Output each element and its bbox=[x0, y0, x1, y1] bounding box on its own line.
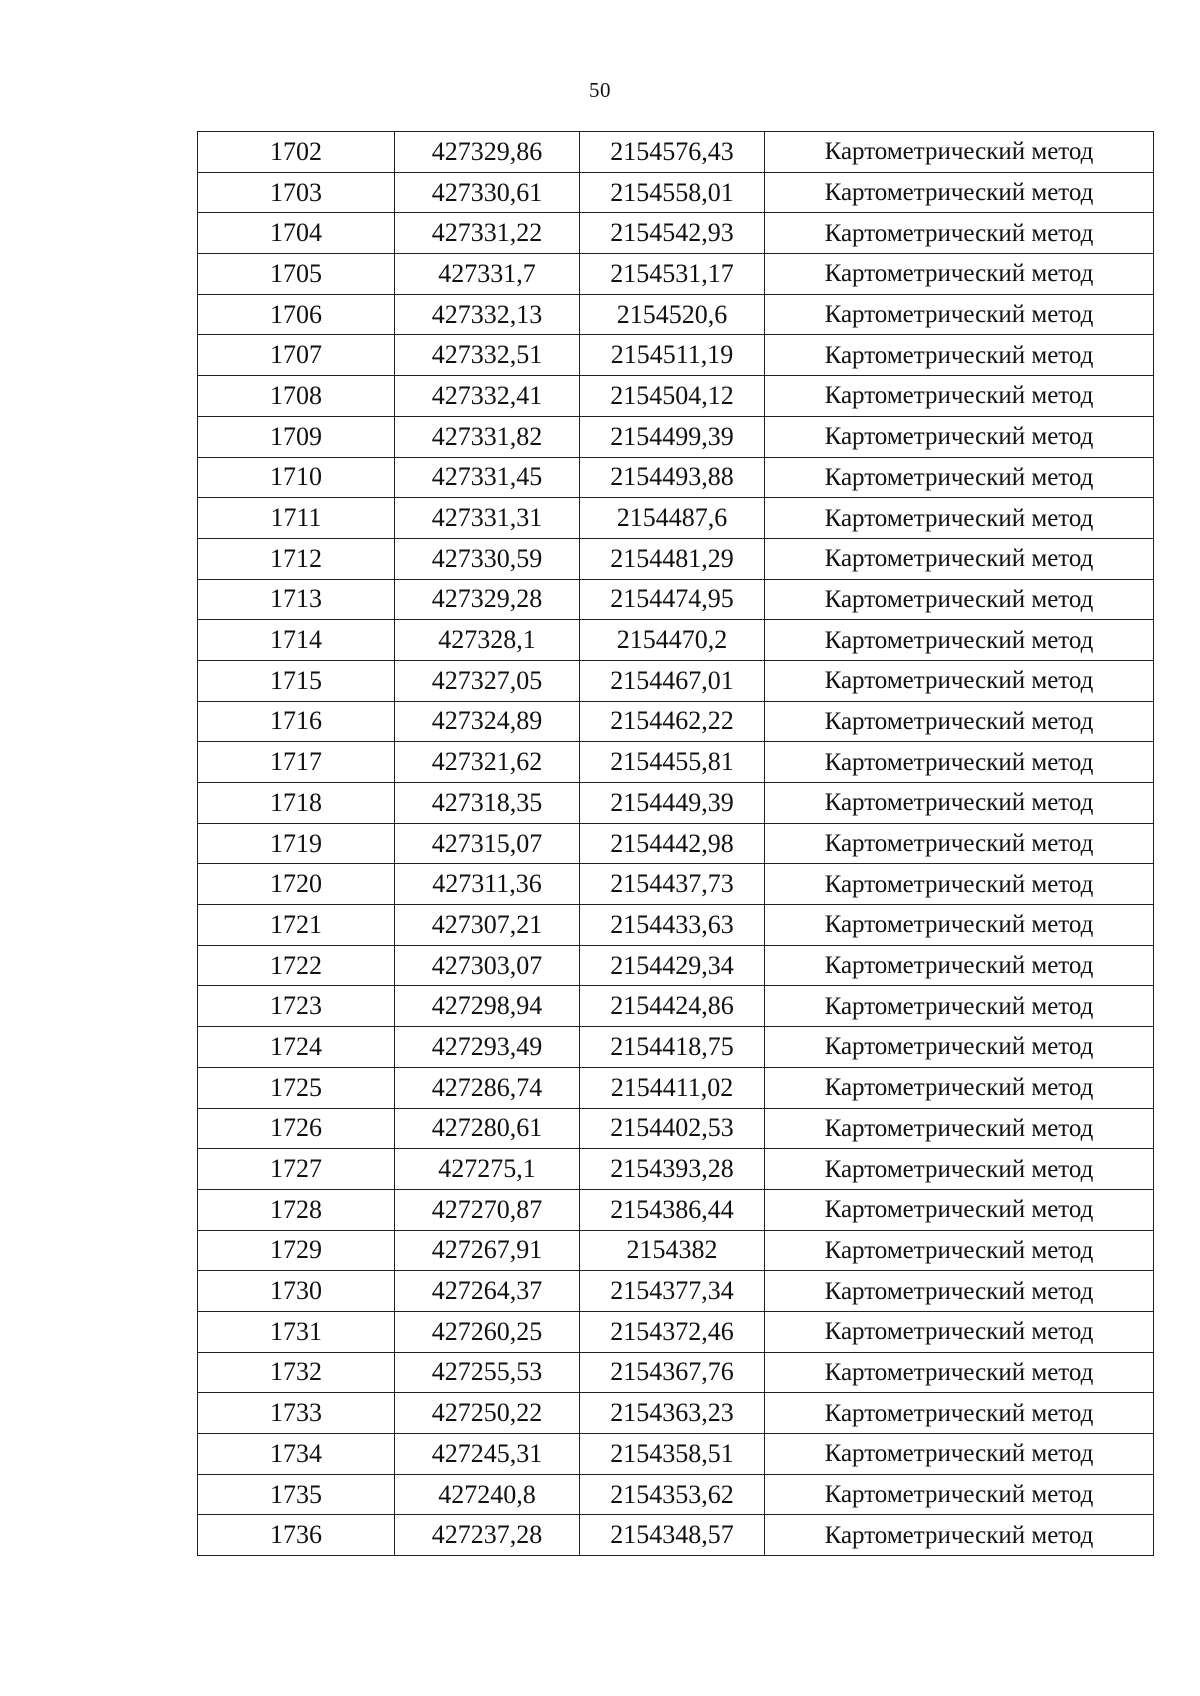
point-number-cell: 1728 bbox=[198, 1189, 395, 1230]
table-row bbox=[198, 1189, 1154, 1230]
y-coordinate-cell: 2154467,01 bbox=[580, 660, 765, 701]
method-cell: Картометрический метод bbox=[765, 945, 1154, 986]
x-coordinate-cell: 427331,82 bbox=[395, 416, 580, 457]
method-cell: Картометрический метод bbox=[765, 905, 1154, 946]
y-coordinate-cell: 2154386,44 bbox=[580, 1189, 765, 1230]
table-row bbox=[198, 783, 1154, 824]
y-coordinate-cell: 2154576,43 bbox=[580, 132, 765, 173]
point-number-cell: 1704 bbox=[198, 213, 395, 254]
method-cell: Картометрический метод bbox=[765, 783, 1154, 824]
point-number-cell: 1731 bbox=[198, 1311, 395, 1352]
table-row bbox=[198, 1230, 1154, 1271]
y-coordinate-cell: 2154470,2 bbox=[580, 620, 765, 661]
point-number-cell: 1710 bbox=[198, 457, 395, 498]
point-number-cell: 1736 bbox=[198, 1515, 395, 1556]
table-row bbox=[198, 335, 1154, 376]
x-coordinate-cell: 427255,53 bbox=[395, 1352, 580, 1393]
y-coordinate-cell: 2154462,22 bbox=[580, 701, 765, 742]
point-number-cell: 1730 bbox=[198, 1271, 395, 1312]
method-cell: Картометрический метод bbox=[765, 1311, 1154, 1352]
x-coordinate-cell: 427332,51 bbox=[395, 335, 580, 376]
x-coordinate-cell: 427237,28 bbox=[395, 1515, 580, 1556]
point-number-cell: 1705 bbox=[198, 254, 395, 295]
table-row bbox=[198, 1108, 1154, 1149]
y-coordinate-cell: 2154372,46 bbox=[580, 1311, 765, 1352]
x-coordinate-cell: 427330,61 bbox=[395, 172, 580, 213]
y-coordinate-cell: 2154455,81 bbox=[580, 742, 765, 783]
y-coordinate-cell: 2154499,39 bbox=[580, 416, 765, 457]
table-row bbox=[198, 254, 1154, 295]
table-row bbox=[198, 1434, 1154, 1475]
method-cell: Картометрический метод bbox=[765, 538, 1154, 579]
method-cell: Картометрический метод bbox=[765, 1149, 1154, 1190]
x-coordinate-cell: 427332,41 bbox=[395, 376, 580, 417]
y-coordinate-cell: 2154393,28 bbox=[580, 1149, 765, 1190]
y-coordinate-cell: 2154402,53 bbox=[580, 1108, 765, 1149]
point-number-cell: 1718 bbox=[198, 783, 395, 824]
table-row bbox=[198, 701, 1154, 742]
method-cell: Картометрический метод bbox=[765, 1352, 1154, 1393]
x-coordinate-cell: 427307,21 bbox=[395, 905, 580, 946]
method-cell: Картометрический метод bbox=[765, 701, 1154, 742]
method-cell: Картометрический метод bbox=[765, 1474, 1154, 1515]
method-cell: Картометрический метод bbox=[765, 457, 1154, 498]
table-row bbox=[198, 1027, 1154, 1068]
y-coordinate-cell: 2154367,76 bbox=[580, 1352, 765, 1393]
x-coordinate-cell: 427329,28 bbox=[395, 579, 580, 620]
table-row bbox=[198, 132, 1154, 173]
method-cell: Картометрический метод bbox=[765, 864, 1154, 905]
point-number-cell: 1723 bbox=[198, 986, 395, 1027]
y-coordinate-cell: 2154429,34 bbox=[580, 945, 765, 986]
y-coordinate-cell: 2154424,86 bbox=[580, 986, 765, 1027]
method-cell: Картометрический метод bbox=[765, 986, 1154, 1027]
x-coordinate-cell: 427267,91 bbox=[395, 1230, 580, 1271]
y-coordinate-cell: 2154481,29 bbox=[580, 538, 765, 579]
point-number-cell: 1717 bbox=[198, 742, 395, 783]
point-number-cell: 1708 bbox=[198, 376, 395, 417]
coordinates-table-body bbox=[198, 132, 1154, 1556]
x-coordinate-cell: 427293,49 bbox=[395, 1027, 580, 1068]
point-number-cell: 1706 bbox=[198, 294, 395, 335]
table-row bbox=[198, 986, 1154, 1027]
table-row bbox=[198, 1352, 1154, 1393]
table-row bbox=[198, 172, 1154, 213]
page-number: 50 bbox=[589, 78, 611, 102]
x-coordinate-cell: 427330,59 bbox=[395, 538, 580, 579]
x-coordinate-cell: 427318,35 bbox=[395, 783, 580, 824]
table-row bbox=[198, 416, 1154, 457]
point-number-cell: 1711 bbox=[198, 498, 395, 539]
y-coordinate-cell: 2154377,34 bbox=[580, 1271, 765, 1312]
y-coordinate-cell: 2154511,19 bbox=[580, 335, 765, 376]
method-cell: Картометрический метод bbox=[765, 1189, 1154, 1230]
y-coordinate-cell: 2154363,23 bbox=[580, 1393, 765, 1434]
point-number-cell: 1734 bbox=[198, 1434, 395, 1475]
point-number-cell: 1733 bbox=[198, 1393, 395, 1434]
y-coordinate-cell: 2154353,62 bbox=[580, 1474, 765, 1515]
table-row bbox=[198, 1149, 1154, 1190]
y-coordinate-cell: 2154442,98 bbox=[580, 823, 765, 864]
method-cell: Картометрический метод bbox=[765, 579, 1154, 620]
point-number-cell: 1703 bbox=[198, 172, 395, 213]
x-coordinate-cell: 427260,25 bbox=[395, 1311, 580, 1352]
point-number-cell: 1721 bbox=[198, 905, 395, 946]
table-row bbox=[198, 660, 1154, 701]
x-coordinate-cell: 427275,1 bbox=[395, 1149, 580, 1190]
method-cell: Картометрический метод bbox=[765, 1027, 1154, 1068]
method-cell: Картометрический метод bbox=[765, 1515, 1154, 1556]
table-row bbox=[198, 864, 1154, 905]
point-number-cell: 1732 bbox=[198, 1352, 395, 1393]
y-coordinate-cell: 2154418,75 bbox=[580, 1027, 765, 1068]
x-coordinate-cell: 427311,36 bbox=[395, 864, 580, 905]
x-coordinate-cell: 427298,94 bbox=[395, 986, 580, 1027]
point-number-cell: 1725 bbox=[198, 1067, 395, 1108]
table-row bbox=[198, 376, 1154, 417]
method-cell: Картометрический метод bbox=[765, 823, 1154, 864]
x-coordinate-cell: 427264,37 bbox=[395, 1271, 580, 1312]
method-cell: Картометрический метод bbox=[765, 1434, 1154, 1475]
point-number-cell: 1720 bbox=[198, 864, 395, 905]
table-row bbox=[198, 579, 1154, 620]
method-cell: Картометрический метод bbox=[765, 1230, 1154, 1271]
table-row bbox=[198, 213, 1154, 254]
table-row bbox=[198, 1067, 1154, 1108]
method-cell: Картометрический метод bbox=[765, 660, 1154, 701]
y-coordinate-cell: 2154382 bbox=[580, 1230, 765, 1271]
x-coordinate-cell: 427324,89 bbox=[395, 701, 580, 742]
table-row bbox=[198, 620, 1154, 661]
y-coordinate-cell: 2154348,57 bbox=[580, 1515, 765, 1556]
method-cell: Картометрический метод bbox=[765, 172, 1154, 213]
x-coordinate-cell: 427321,62 bbox=[395, 742, 580, 783]
x-coordinate-cell: 427328,1 bbox=[395, 620, 580, 661]
table-row bbox=[198, 498, 1154, 539]
method-cell: Картометрический метод bbox=[765, 620, 1154, 661]
y-coordinate-cell: 2154558,01 bbox=[580, 172, 765, 213]
point-number-cell: 1702 bbox=[198, 132, 395, 173]
y-coordinate-cell: 2154437,73 bbox=[580, 864, 765, 905]
table-row bbox=[198, 294, 1154, 335]
method-cell: Картометрический метод bbox=[765, 335, 1154, 376]
x-coordinate-cell: 427315,07 bbox=[395, 823, 580, 864]
method-cell: Картометрический метод bbox=[765, 376, 1154, 417]
table-row bbox=[198, 823, 1154, 864]
y-coordinate-cell: 2154433,63 bbox=[580, 905, 765, 946]
x-coordinate-cell: 427331,7 bbox=[395, 254, 580, 295]
point-number-cell: 1727 bbox=[198, 1149, 395, 1190]
y-coordinate-cell: 2154520,6 bbox=[580, 294, 765, 335]
y-coordinate-cell: 2154358,51 bbox=[580, 1434, 765, 1475]
method-cell: Картометрический метод bbox=[765, 213, 1154, 254]
method-cell: Картометрический метод bbox=[765, 1393, 1154, 1434]
y-coordinate-cell: 2154493,88 bbox=[580, 457, 765, 498]
x-coordinate-cell: 427250,22 bbox=[395, 1393, 580, 1434]
x-coordinate-cell: 427331,31 bbox=[395, 498, 580, 539]
y-coordinate-cell: 2154542,93 bbox=[580, 213, 765, 254]
table-row bbox=[198, 538, 1154, 579]
x-coordinate-cell: 427327,05 bbox=[395, 660, 580, 701]
table-row bbox=[198, 457, 1154, 498]
point-number-cell: 1713 bbox=[198, 579, 395, 620]
table-row bbox=[198, 1271, 1154, 1312]
point-number-cell: 1715 bbox=[198, 660, 395, 701]
x-coordinate-cell: 427286,74 bbox=[395, 1067, 580, 1108]
table-row bbox=[198, 1393, 1154, 1434]
y-coordinate-cell: 2154474,95 bbox=[580, 579, 765, 620]
point-number-cell: 1729 bbox=[198, 1230, 395, 1271]
method-cell: Картометрический метод bbox=[765, 1271, 1154, 1312]
y-coordinate-cell: 2154411,02 bbox=[580, 1067, 765, 1108]
method-cell: Картометрический метод bbox=[765, 742, 1154, 783]
table-row bbox=[198, 1474, 1154, 1515]
point-number-cell: 1712 bbox=[198, 538, 395, 579]
y-coordinate-cell: 2154504,12 bbox=[580, 376, 765, 417]
x-coordinate-cell: 427331,45 bbox=[395, 457, 580, 498]
point-number-cell: 1722 bbox=[198, 945, 395, 986]
x-coordinate-cell: 427280,61 bbox=[395, 1108, 580, 1149]
method-cell: Картометрический метод bbox=[765, 294, 1154, 335]
point-number-cell: 1707 bbox=[198, 335, 395, 376]
method-cell: Картометрический метод bbox=[765, 132, 1154, 173]
x-coordinate-cell: 427270,87 bbox=[395, 1189, 580, 1230]
point-number-cell: 1714 bbox=[198, 620, 395, 661]
table-row bbox=[198, 742, 1154, 783]
point-number-cell: 1716 bbox=[198, 701, 395, 742]
point-number-cell: 1719 bbox=[198, 823, 395, 864]
method-cell: Картометрический метод bbox=[765, 416, 1154, 457]
x-coordinate-cell: 427332,13 bbox=[395, 294, 580, 335]
x-coordinate-cell: 427245,31 bbox=[395, 1434, 580, 1475]
point-number-cell: 1726 bbox=[198, 1108, 395, 1149]
method-cell: Картометрический метод bbox=[765, 1067, 1154, 1108]
method-cell: Картометрический метод bbox=[765, 498, 1154, 539]
x-coordinate-cell: 427240,8 bbox=[395, 1474, 580, 1515]
table-row bbox=[198, 1515, 1154, 1556]
method-cell: Картометрический метод bbox=[765, 254, 1154, 295]
table-row bbox=[198, 945, 1154, 986]
y-coordinate-cell: 2154487,6 bbox=[580, 498, 765, 539]
coordinates-table bbox=[197, 131, 1154, 1556]
x-coordinate-cell: 427329,86 bbox=[395, 132, 580, 173]
y-coordinate-cell: 2154449,39 bbox=[580, 783, 765, 824]
point-number-cell: 1735 bbox=[198, 1474, 395, 1515]
x-coordinate-cell: 427331,22 bbox=[395, 213, 580, 254]
y-coordinate-cell: 2154531,17 bbox=[580, 254, 765, 295]
x-coordinate-cell: 427303,07 bbox=[395, 945, 580, 986]
method-cell: Картометрический метод bbox=[765, 1108, 1154, 1149]
point-number-cell: 1709 bbox=[198, 416, 395, 457]
point-number-cell: 1724 bbox=[198, 1027, 395, 1068]
table-row bbox=[198, 905, 1154, 946]
table-row bbox=[198, 1311, 1154, 1352]
